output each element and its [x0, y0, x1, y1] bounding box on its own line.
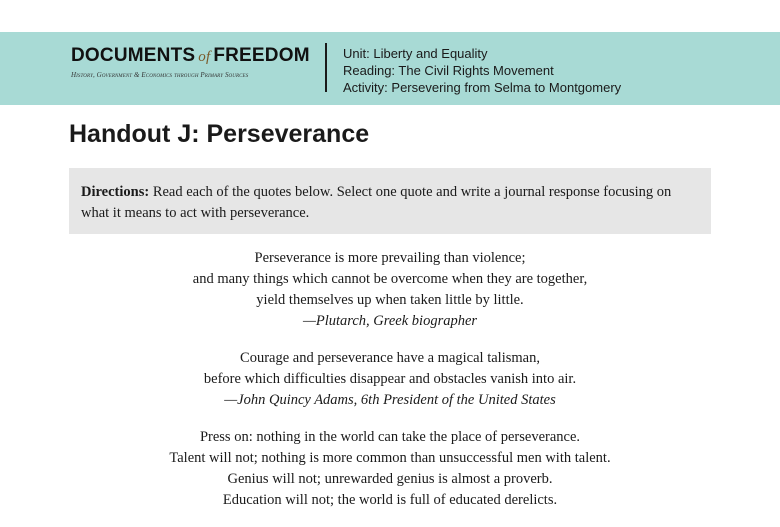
quote-line: Press on: nothing in the world can take the place of perseverance. — [199, 429, 581, 445]
quote-plutarch — [69, 248, 711, 332]
quote-adams — [69, 348, 711, 411]
quote-line: Perseverance is more prevailing than violence; — [254, 250, 526, 266]
page-top-margin — [0, 0, 780, 32]
header-banner — [0, 32, 780, 105]
directions-text: Read each of the quotes below. Select one quote and write a journal response focusing on what it means to act with perseverance. — [81, 184, 672, 221]
unit-label: Unit: Liberty and Equality — [343, 46, 488, 61]
page-title: Handout J: Perseverance — [69, 120, 370, 148]
quote-line: yield themselves up when taken little by little. — [256, 292, 524, 308]
quote-line: and many things which cannot be overcome when they are together, — [192, 271, 588, 287]
activity-label: Activity: Persevering from Selma to Montgomery — [343, 80, 622, 95]
brand-tagline: History, Government & Economics through Primary Sources — [71, 71, 249, 79]
quote-line: Talent will not; nothing is more common than unsuccessful men with talent. — [169, 450, 611, 466]
brand-title-of: of — [198, 49, 211, 65]
header-divider — [325, 43, 327, 92]
quote-line: before which difficulties disappear and obstacles vanish into air. — [203, 371, 577, 387]
brand-title — [71, 45, 321, 68]
quote-line: Education will not; the world is full of educated derelicts. — [222, 492, 558, 508]
brand-logo — [71, 45, 321, 79]
quotes-section — [69, 248, 711, 527]
quote-line: Courage and perseverance have a magical talisman, — [240, 350, 540, 366]
quote-attribution: —John Quincy Adams, 6th President of the United States — [224, 392, 556, 408]
brand-title-documents: DOCUMENTS — [71, 45, 196, 66]
brand-title-freedom: FREEDOM — [213, 45, 310, 66]
lesson-meta — [343, 45, 621, 96]
quote-press-on — [69, 427, 711, 511]
quote-line: Genius will not; unrewarded genius is almost a proverb. — [227, 471, 553, 487]
reading-label: Reading: The Civil Rights Movement — [343, 63, 554, 78]
directions-label: Directions: — [81, 184, 150, 200]
quote-attribution: —Plutarch, Greek biographer — [302, 313, 478, 329]
directions-box — [69, 168, 711, 234]
